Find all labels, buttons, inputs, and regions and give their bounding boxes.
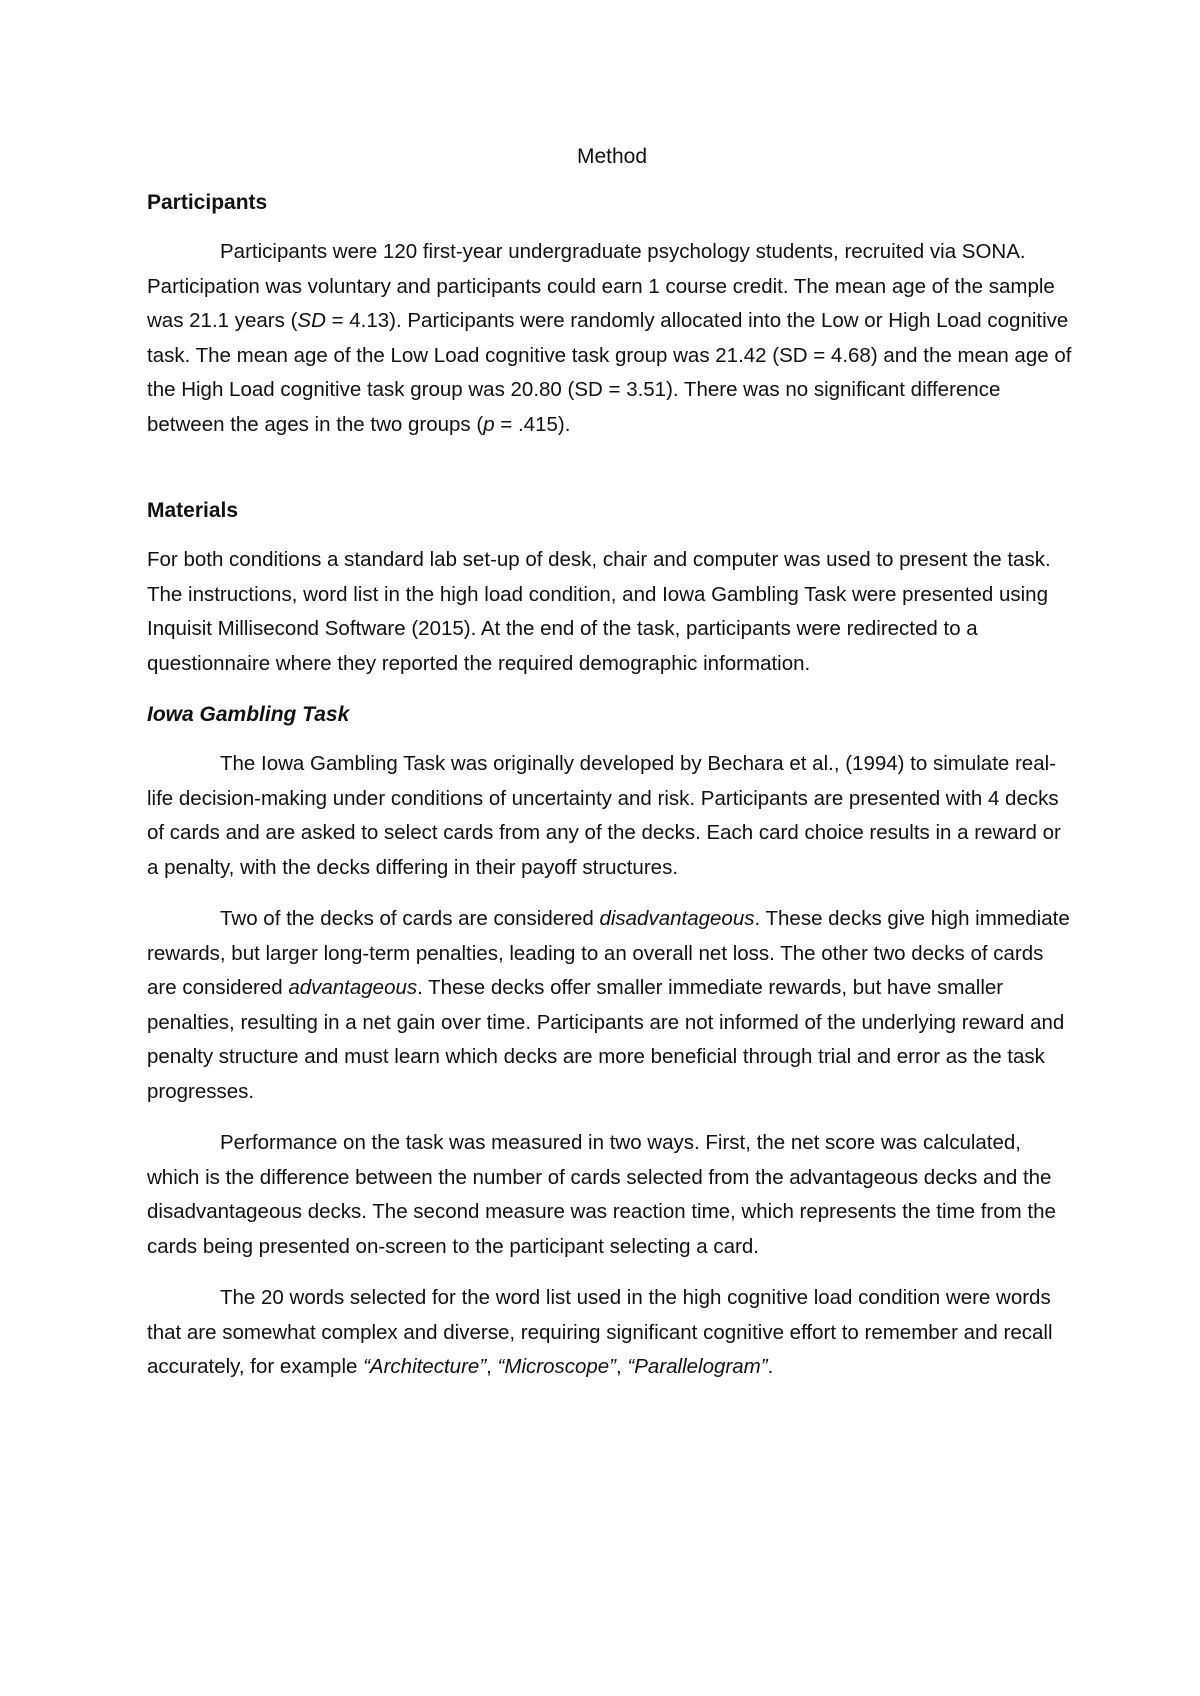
- iowa-p2-text-b: . These decks give high immediate rewards, but larger long-term penalties, leading to an overall net loss. The other two decks of cards are considered: [147, 907, 1070, 999]
- participants-text-2: = 4.13). Participants were randomly allocated into the Low or High Load cognitive task. The mean age of the Low Load cognitive task group was 21.42 (SD = 4.68) and the mean age of the High Load cognitive task group was 20.80 (SD = 3.51). There was no significant difference between the ages in the two groups (: [147, 309, 1072, 436]
- participants-sd-italic: SD: [297, 309, 326, 332]
- iowa-p2-text-c: . These decks offer smaller immediate rewards, but have smaller penalties, resulting in a net gain over time. Participants are not informed of the underlying reward and penalty structure and must learn which decks are more beneficial through trial and error as the task progresses.: [147, 976, 1065, 1103]
- page-title: Method: [576, 145, 648, 168]
- participants-text-1: Participants were 120 first-year undergraduate psychology students, recruited via SONA. Participation was voluntary and participants could earn 1 course credit. The mean age of the sample was 21.1 years (: [147, 240, 1055, 332]
- iowa-paragraph-3: Performance on the task was measured in two ways. First, the net score was calculated, which is the difference between the number of cards selected from the advantageous decks and the disadvantageous decks. The second measure was reaction time, which represents the time from the cards being presented on-screen to the participant selecting a card.: [147, 1131, 1056, 1258]
- iowa-p4-word-1: “Architecture”: [363, 1355, 487, 1378]
- participants-paragraph: [147, 235, 1077, 442]
- iowa-p4-text-a: The 20 words selected for the word list used in the high cognitive load condition were words that are somewhat complex and diverse, requiring significant cognitive effort to remember and recall accurately, for example: [147, 1286, 1053, 1378]
- iowa-p4-word-3: “Parallelogram”: [627, 1355, 768, 1378]
- iowa-paragraph-4: [147, 1281, 1077, 1385]
- participants-text-3: = .415).: [494, 412, 571, 436]
- section-spacer: [147, 459, 1077, 494]
- iowa-paragraph-2: [147, 902, 1077, 1109]
- iowa-p4-sep-1: ,: [486, 1355, 498, 1378]
- participants-heading: Participants: [147, 191, 268, 214]
- iowa-paragraph-1: The Iowa Gambling Task was originally developed by Bechara et al., (1994) to simulate real-life decision-making under conditions of uncertainty and risk. Participants are presented with 4 decks of cards and are asked to select cards from any of the decks. Each card choice results in a reward or a penalty, with the decks differing in their payoff structures.: [147, 752, 1061, 879]
- iowa-p4-end: .: [767, 1355, 774, 1378]
- materials-heading: Materials: [147, 499, 239, 522]
- materials-paragraph: For both conditions a standard lab set-up of desk, chair and computer was used to present the task. The instructions, word list in the high load condition, and Iowa Gambling Task were presented using Inquisit Millisecond Software (2015). At the end of the task, participants were redirected to a questionnaire where they reported the required demographic information.: [147, 548, 1051, 675]
- participants-p-italic: p: [483, 412, 495, 436]
- iowa-p2-text-a: Two of the decks of cards are considered: [220, 907, 600, 930]
- iowa-heading: Iowa Gambling Task: [147, 703, 350, 726]
- iowa-p4-word-2: “Microscope”: [497, 1355, 617, 1378]
- iowa-p2-advantageous: advantageous: [288, 976, 418, 999]
- document-body: [147, 140, 1077, 1402]
- iowa-p4-sep-2: ,: [616, 1355, 628, 1378]
- iowa-p2-disadvantageous: disadvantageous: [599, 907, 755, 930]
